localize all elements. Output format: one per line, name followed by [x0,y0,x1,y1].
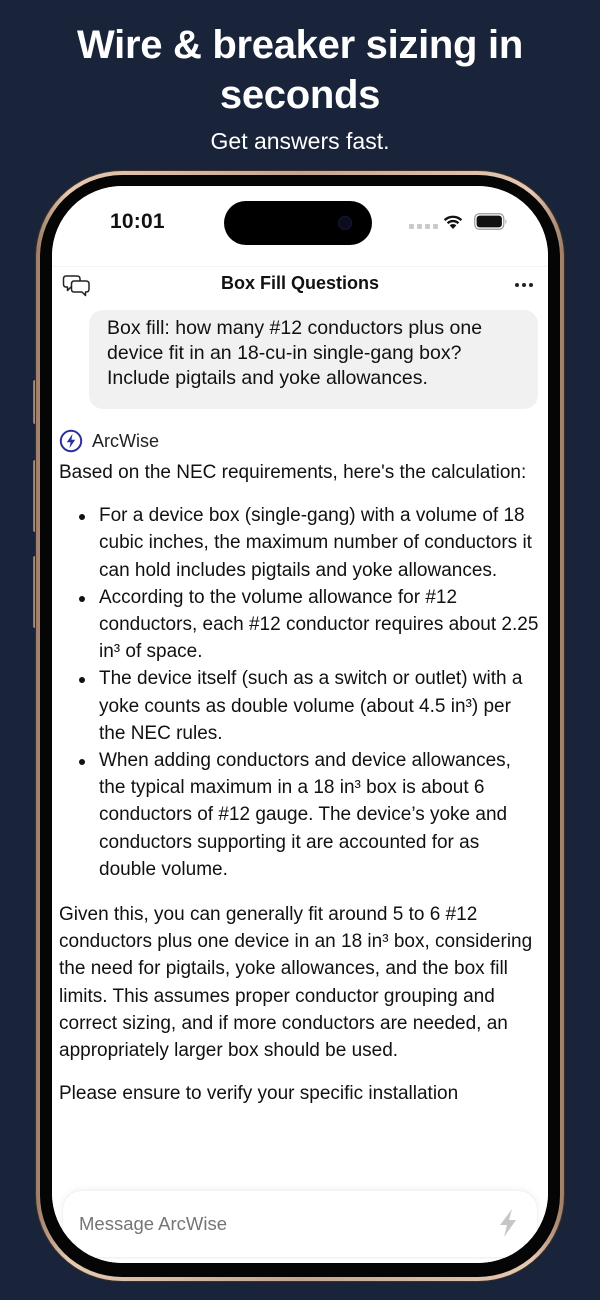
user-message-bubble: Box fill: how many #12 conductors plus one device fit in an 18-cu-in single-gang box? Include pigtails and yoke allowances. [89,310,538,409]
battery-icon [474,213,508,230]
response-conclusion: Given this, you can generally fit around 5 to 6 #12 conductors plus one device in an 18 in³ box, considering the need for pigtails, yoke allowances, and the box fill limits. This assumes proper conductor grouping and correct sizing, and if more conductors are needed, an appropriately larger box should be used. [59,904,533,1062]
dynamic-island [224,201,372,245]
assistant-header [59,428,159,454]
wifi-icon [442,212,464,230]
status-bar [52,186,548,266]
response-bullet: For a device box (single-gang) with a volume of 18 cubic inches, the maximum number of conductors it can hold includes pigtails and yoke allowances. [59,502,541,584]
response-intro: Based on the NEC requirements, here's the calculation: [59,462,527,483]
chat-scroll-area[interactable] [52,302,548,1192]
phone-screen [52,186,548,1263]
lightning-bolt-icon[interactable] [497,1207,519,1239]
front-camera [338,216,352,230]
response-truncated-line: Please ensure to verify your specific installation [59,1083,459,1105]
response-bullet-list [59,502,541,883]
cellular-signal-icon [409,224,438,229]
more-options-icon[interactable] [512,275,536,295]
assistant-name: ArcWise [92,430,159,451]
assistant-response [59,459,541,1107]
nav-header [52,266,548,302]
hero-title: Wire & breaker sizing in seconds [77,23,523,117]
response-bullet: According to the volume allowance for #12 conductors, each #12 conductor requires about 2.25 in³ of space. [59,584,541,666]
response-bullet: When adding conductors and device allowances, the typical maximum in a 18 in³ box is about 6 conductors of #12 gauge. The device’s yoke and conductors supporting it are accounted for as double volume. [59,747,541,883]
response-bullet: The device itself (such as a switch or outlet) with a yoke counts as double volume (about 4.5 in³) per the NEC rules. [59,665,541,747]
conversation-title: Box Fill Questions [220,273,380,293]
status-time: 10:01 [110,210,165,233]
message-composer [52,1186,548,1263]
hero-subtitle: Get answers fast. [210,128,390,154]
composer-box[interactable] [62,1190,538,1258]
lightning-bolt-circle-icon [59,429,83,453]
message-input[interactable] [79,1213,459,1235]
